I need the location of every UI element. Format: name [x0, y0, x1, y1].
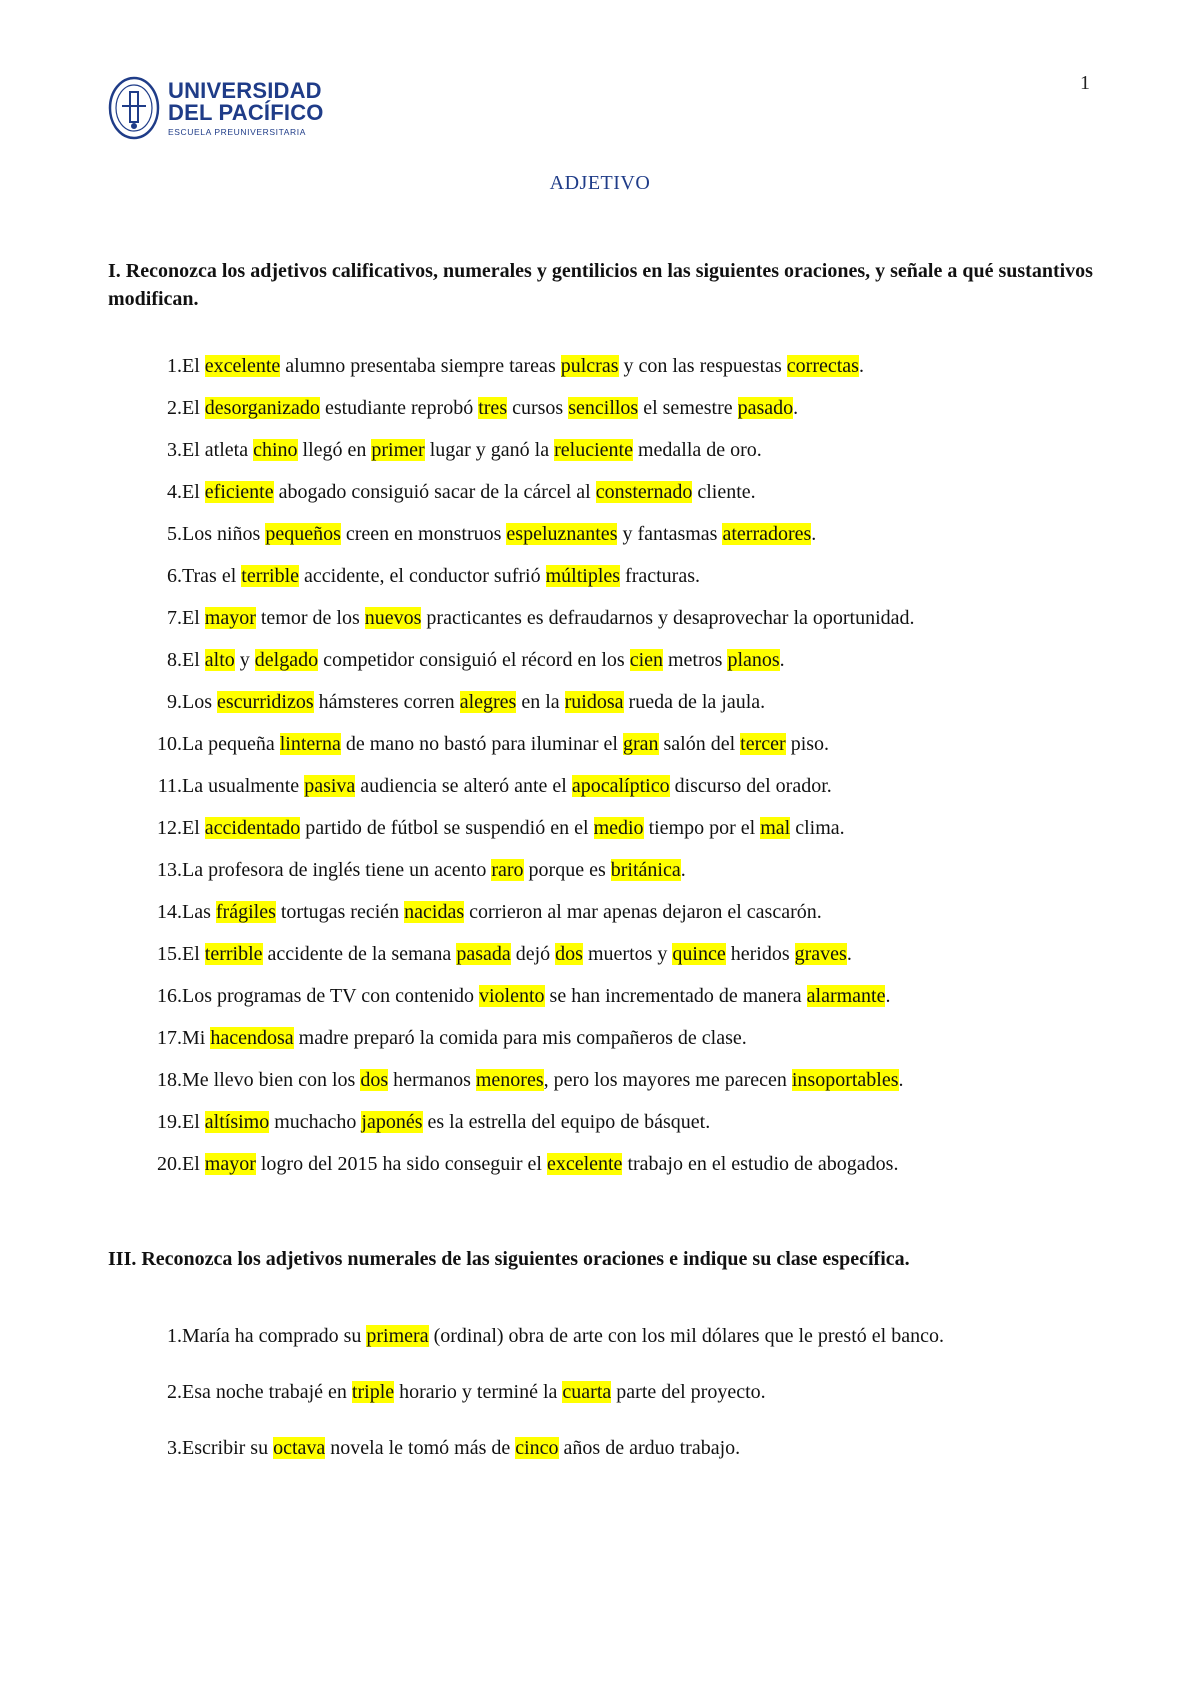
university-seal-icon: [108, 76, 160, 140]
highlighted-adjective: japonés: [361, 1111, 423, 1133]
list-item-number: 2.: [167, 397, 182, 419]
highlighted-adjective: reluciente: [554, 439, 633, 461]
list-item-number: 1.: [167, 1325, 182, 1347]
list-item: 17. Mi hacendosa madre preparó la comida para mis compañeros de clase.: [108, 1024, 1108, 1066]
highlighted-adjective: medio: [593, 817, 644, 839]
list-item-number: 19.: [157, 1111, 182, 1133]
list-item-number: 6.: [167, 565, 182, 587]
list-item: 15. El terrible accidente de la semana pasada dejó dos muertos y quince heridos graves.: [108, 940, 1108, 982]
highlighted-adjective: terrible: [204, 943, 263, 965]
list-item: 5. Los niños pequeños creen en monstruos espeluznantes y fantasmas aterradores.: [108, 520, 1108, 562]
highlighted-adjective: gran: [622, 733, 659, 755]
list-item-number: 20.: [157, 1153, 182, 1175]
page-number: 1: [1080, 72, 1090, 94]
list-item: 19. El altísimo muchacho japonés es la estrella del equipo de básquet.: [108, 1108, 1108, 1150]
highlighted-adjective: cuarta: [562, 1381, 612, 1403]
highlighted-adjective: nacidas: [404, 901, 465, 923]
list-item-number: 7.: [167, 607, 182, 629]
list-item-number: 17.: [157, 1027, 182, 1049]
highlighted-adjective: violento: [478, 985, 545, 1007]
highlighted-adjective: pasada: [456, 943, 511, 965]
list-item: 8. El alto y delgado competidor consiguió el récord en los cien metros planos.: [108, 646, 1108, 688]
list-item-number: 16.: [157, 985, 182, 1007]
list-item: 1. El excelente alumno presentaba siempre tareas pulcras y con las respuestas correctas.: [108, 352, 1108, 394]
list-item-number: 9.: [167, 691, 182, 713]
list-item: 14. Las frágiles tortugas recién nacidas corrieron al mar apenas dejaron el cascarón.: [108, 898, 1108, 940]
highlighted-adjective: delgado: [254, 649, 319, 671]
list-item-number: 10.: [157, 733, 182, 755]
list-item-number: 15.: [157, 943, 182, 965]
highlighted-adjective: dos: [360, 1069, 389, 1091]
list-item: 12. El accidentado partido de fútbol se suspendió en el medio tiempo por el mal clima.: [108, 814, 1108, 856]
highlighted-adjective: nuevos: [364, 607, 422, 629]
highlighted-adjective: excelente: [204, 355, 281, 377]
highlighted-adjective: octava: [273, 1437, 326, 1459]
highlighted-adjective: alarmante: [806, 985, 886, 1007]
list-item-number: 11.: [157, 775, 182, 797]
list-item: 4. El eficiente abogado consiguió sacar de la cárcel al consternado cliente.: [108, 478, 1108, 520]
highlighted-adjective: pulcras: [560, 355, 619, 377]
highlighted-adjective: primer: [371, 439, 425, 461]
list-item-number: 5.: [167, 523, 182, 545]
list-item-number: 3.: [167, 1437, 182, 1459]
list-item: 11. La usualmente pasiva audiencia se alteró ante el apocalíptico discurso del orador.: [108, 772, 1108, 814]
highlighted-adjective: accidentado: [204, 817, 301, 839]
highlighted-adjective: cien: [629, 649, 663, 671]
logo-line-university: UNIVERSIDAD: [168, 77, 322, 103]
highlighted-adjective: eficiente: [204, 481, 274, 503]
highlighted-adjective: mayor: [204, 1153, 256, 1175]
highlighted-adjective: apocalíptico: [571, 775, 670, 797]
list-item: 13. La profesora de inglés tiene un acento raro porque es británica.: [108, 856, 1108, 898]
highlighted-adjective: frágiles: [215, 901, 276, 923]
list-item-number: 13.: [157, 859, 182, 881]
document-title: ADJETIVO: [549, 172, 651, 194]
list-item-number: 2.: [167, 1381, 182, 1403]
highlighted-adjective: cinco: [515, 1437, 559, 1459]
highlighted-adjective: primera: [366, 1325, 429, 1347]
highlighted-adjective: insoportables: [791, 1069, 899, 1091]
highlighted-adjective: graves: [794, 943, 847, 965]
highlighted-adjective: raro: [491, 859, 524, 881]
highlighted-adjective: terrible: [241, 565, 300, 587]
section-1-heading: I. Reconozca los adjetivos calificativos, numerales y gentilicios en las siguientes oraciones, y señale a qué sustantivos modifican.: [108, 260, 1093, 310]
highlighted-adjective: excelente: [546, 1153, 623, 1175]
highlighted-adjective: alto: [204, 649, 235, 671]
list-item: 16. Los programas de TV con contenido violento se han incrementado de manera alarmante.: [108, 982, 1108, 1024]
section-1-list: [108, 352, 1108, 1192]
highlighted-adjective: múltiples: [545, 565, 621, 587]
list-item-number: 14.: [157, 901, 182, 923]
highlighted-adjective: británica: [610, 859, 681, 881]
highlighted-adjective: quince: [672, 943, 726, 965]
list-item-number: 4.: [167, 481, 182, 503]
highlighted-adjective: pasado: [737, 397, 794, 419]
highlighted-adjective: tercer: [740, 733, 786, 755]
list-item: 6. Tras el terrible accidente, el conductor sufrió múltiples fracturas.: [108, 562, 1108, 604]
highlighted-adjective: desorganizado: [204, 397, 320, 419]
highlighted-adjective: triple: [351, 1381, 395, 1403]
highlighted-adjective: espeluznantes: [506, 523, 618, 545]
highlighted-adjective: alegres: [459, 691, 517, 713]
list-item: 10. La pequeña linterna de mano no bastó para iluminar el gran salón del tercer piso.: [108, 730, 1108, 772]
list-item-number: 3.: [167, 439, 182, 461]
highlighted-adjective: pasiva: [304, 775, 356, 797]
section-3-list: [108, 1308, 1108, 1476]
highlighted-adjective: aterradores: [722, 523, 812, 545]
highlighted-adjective: dos: [555, 943, 583, 965]
list-item: 20. El mayor logro del 2015 ha sido conseguir el excelente trabajo en el estudio de abogados.: [108, 1150, 1108, 1192]
highlighted-adjective: tres: [478, 397, 508, 419]
list-item: 1. María ha comprado su primera (ordinal) obra de arte con los mil dólares que le prestó el banco.: [108, 1308, 1108, 1364]
list-item: 9. Los escurridizos hámsteres corren alegres en la ruidosa rueda de la jaula.: [108, 688, 1108, 730]
list-item-number: 1.: [167, 355, 182, 377]
highlighted-adjective: altísimo: [204, 1111, 270, 1133]
list-item: 2. Esa noche trabajé en triple horario y terminé la cuarta parte del proyecto.: [108, 1364, 1108, 1420]
list-item-number: 18.: [157, 1069, 182, 1091]
highlighted-adjective: planos: [727, 649, 780, 671]
list-item-number: 12.: [157, 817, 182, 839]
highlighted-adjective: menores: [475, 1069, 544, 1091]
highlighted-adjective: escurridizos: [217, 691, 314, 713]
highlighted-adjective: linterna: [279, 733, 341, 755]
highlighted-adjective: correctas: [786, 355, 859, 377]
highlighted-adjective: hacendosa: [210, 1027, 294, 1049]
list-item: 3. Escribir su octava novela le tomó más de cinco años de arduo trabajo.: [108, 1420, 1108, 1476]
highlighted-adjective: ruidosa: [564, 691, 624, 713]
highlighted-adjective: pequeños: [265, 523, 341, 545]
highlighted-adjective: chino: [253, 439, 298, 461]
list-item: 18. Me llevo bien con los dos hermanos menores, pero los mayores me parecen insoportables.: [108, 1066, 1108, 1108]
highlighted-adjective: mal: [760, 817, 791, 839]
highlighted-adjective: mayor: [204, 607, 256, 629]
highlighted-adjective: consternado: [595, 481, 693, 503]
list-item: 3. El atleta chino llegó en primer lugar y ganó la reluciente medalla de oro.: [108, 436, 1108, 478]
list-item-number: 8.: [167, 649, 182, 671]
highlighted-adjective: sencillos: [568, 397, 639, 419]
section-3-heading: III. Reconozca los adjetivos numerales de las siguientes oraciones e indique su clase específica.: [108, 1248, 910, 1270]
list-item: 2. El desorganizado estudiante reprobó tres cursos sencillos el semestre pasado.: [108, 394, 1108, 436]
university-logo: [108, 76, 324, 140]
list-item: 7. El mayor temor de los nuevos practicantes es defraudarnos y desaprovechar la oportunidad.: [108, 604, 1108, 646]
logo-line-pacifico: DEL PACÍFICO: [168, 99, 324, 125]
logo-line-school: ESCUELA PREUNIVERSITARIA: [168, 126, 306, 137]
